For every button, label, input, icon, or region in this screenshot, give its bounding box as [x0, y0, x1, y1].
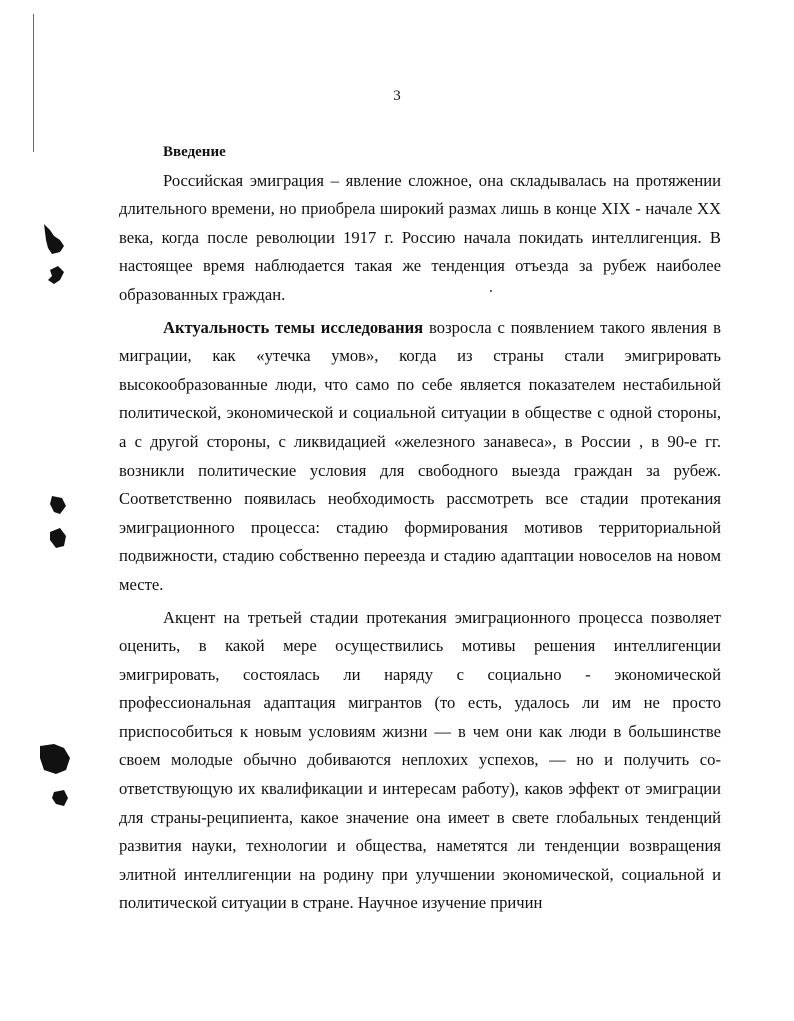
- scan-speckle-2: [44, 492, 74, 562]
- section-heading: Введение: [163, 144, 226, 160]
- relevance-text: возросла с появлением такого явления в миграции, как «утечка умов», когда из страны стали эмигрировать высокообразованные люди, что само по себе является показателем нестабильной политической, экономической и социальной ситуации в обществе с одной стороны, а с другой стороны, с ликвидацией «железного занавеса», в России , в 90-е гг. возникли политические условия для свободного выезда граждан за рубеж. Соответственно появилась необходимость рассмотреть все стадии протекания эмиграционного процесса: стадию формирования мотивов территориальной подвижности, стадию собственно переезда и стадию адаптации новоселов на новом месте.: [119, 317, 721, 594]
- paragraph-third-stage: Акцент на третьей стадии протекания эмиграционного процесса позволяет оценить, в какой мере осуществились мотивы решения интеллигенции эмигрировать, состоялась ли наряду с социально - экономической профессиональная адаптация мигрантов (то есть, удалось ли им не просто приспособиться к новым условиям жизни — в чем они как люди в большинстве своем молодые обычно добиваются неплохих успехов, — но и получить со-ответствующую их квалификации и интересам работу), каков эффект от эмиграции для страны-реципиента, какое значение она имеет в свете глобальных тенденций развития науки, технологии и общества, наметятся ли тенденции возвращения элитной интеллигенции на родину при улучшении экономической, социальной и политической ситуации в стране. Научное изучение причин: [119, 607, 721, 913]
- scan-speckle-3: [38, 740, 78, 820]
- paragraph-intro: Российская эмиграция – явление сложное, она складывалась на протяжении длительного времени, но приобрела широкий размах лишь в конце XIX - начале XX века, когда после революции 1917 г. Россию начала покидать интеллигенция. В настоящее время наблюдается такая же тенденция отъезда за рубеж наиболее образованных граждан.: [119, 170, 721, 304]
- document-body: [119, 138, 721, 918]
- scan-speckle-1: [40, 222, 70, 292]
- scan-edge-line: [33, 14, 34, 152]
- paragraph-relevance: [119, 314, 721, 600]
- relevance-label: Актуальность темы исследования: [163, 317, 424, 337]
- page-number: 3: [393, 88, 401, 104]
